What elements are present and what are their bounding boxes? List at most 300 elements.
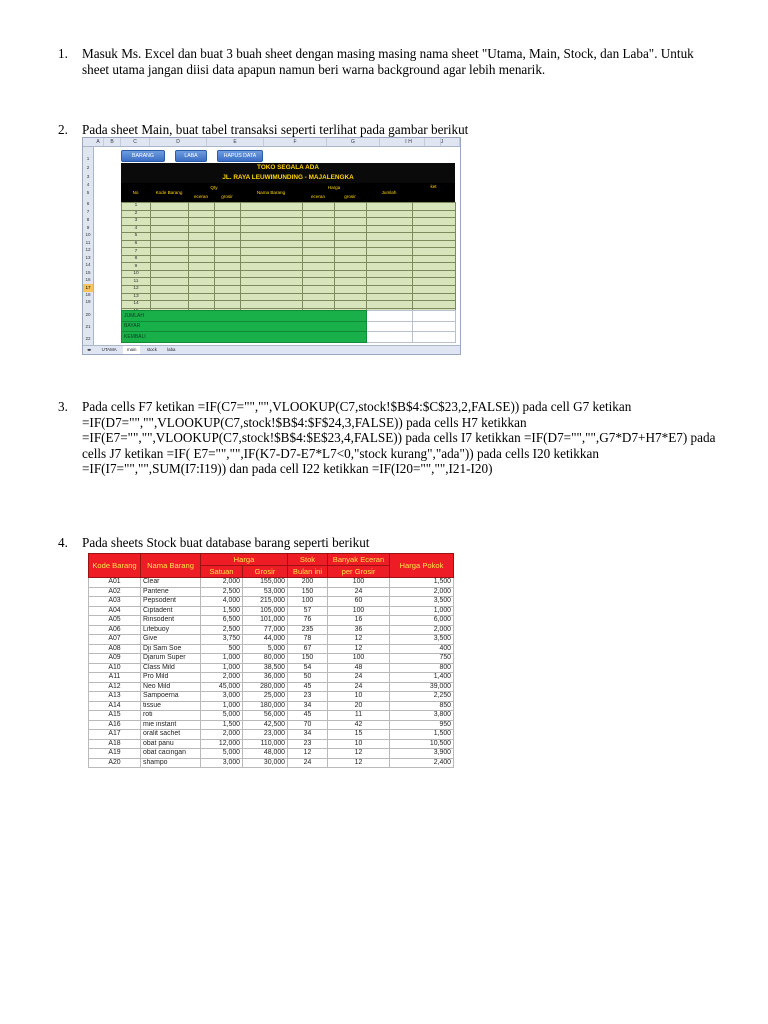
- input-cell[interactable]: [215, 203, 241, 211]
- table-row: [122, 278, 456, 286]
- tab-main[interactable]: main: [123, 346, 141, 354]
- instruction-text: Masuk Ms. Excel dan buat 3 buah sheet dengan masing masing nama sheet "Utama, Main, Stock, dan Laba". Untuk sheet utama jangan diisi data apapun namun beri warna background agar lebih menarik.: [82, 46, 694, 77]
- banyak-cell: 12: [328, 758, 390, 768]
- grosir-cell: 36,000: [243, 673, 288, 683]
- input-cell[interactable]: [241, 301, 303, 309]
- input-cell[interactable]: [413, 263, 456, 271]
- input-cell[interactable]: [335, 263, 367, 271]
- input-cell[interactable]: [335, 218, 367, 226]
- stok-cell: 100: [288, 597, 328, 607]
- input-cell[interactable]: [189, 286, 215, 294]
- input-cell[interactable]: [413, 248, 456, 256]
- kode-cell: A13: [89, 692, 141, 702]
- input-cell[interactable]: [215, 263, 241, 271]
- input-cell[interactable]: [151, 278, 189, 286]
- input-cell[interactable]: [151, 293, 189, 301]
- harga-pokok-cell: 2,000: [390, 625, 454, 635]
- grosir-cell: 30,000: [243, 758, 288, 768]
- table-row: [89, 635, 454, 645]
- row-number[interactable]: 18: [85, 292, 91, 297]
- input-cell[interactable]: [189, 301, 215, 309]
- row-no-cell[interactable]: 10: [122, 270, 151, 278]
- grosir-cell: 77,000: [243, 625, 288, 635]
- kode-cell: A05: [89, 616, 141, 626]
- kode-cell: A03: [89, 597, 141, 607]
- input-cell[interactable]: [367, 270, 413, 278]
- table-row: [122, 255, 456, 263]
- row-number[interactable]: 22: [85, 336, 91, 341]
- input-cell[interactable]: [413, 218, 456, 226]
- cell[interactable]: [413, 332, 456, 343]
- grosir-cell: 38,500: [243, 663, 288, 673]
- input-cell[interactable]: [303, 240, 335, 248]
- input-cell[interactable]: [241, 240, 303, 248]
- input-cell[interactable]: [241, 210, 303, 218]
- grosir-cell: 42,500: [243, 720, 288, 730]
- row-number[interactable]: 5: [86, 190, 90, 195]
- list-number: 2.: [58, 122, 68, 137]
- row-number[interactable]: 1: [86, 156, 90, 161]
- input-cell[interactable]: [367, 278, 413, 286]
- satuan-cell: 3,000: [201, 692, 243, 702]
- footer-jumlah-label: JUMLAH: [122, 311, 367, 322]
- input-cell[interactable]: [241, 286, 303, 294]
- row-no-cell[interactable]: 1: [122, 203, 151, 211]
- kode-cell: A20: [89, 758, 141, 768]
- column-header-row: [83, 138, 460, 147]
- input-cell[interactable]: [189, 240, 215, 248]
- harga-pokok-cell: 2,250: [390, 692, 454, 702]
- satuan-cell: 12,000: [201, 739, 243, 749]
- input-cell[interactable]: [151, 255, 189, 263]
- stok-cell: 76: [288, 616, 328, 626]
- input-cell[interactable]: [335, 248, 367, 256]
- kode-cell: A18: [89, 739, 141, 749]
- table-row: [89, 739, 454, 749]
- tab-utama[interactable]: UTAMA: [101, 347, 117, 352]
- column-label: D: [150, 138, 207, 146]
- input-cell[interactable]: [241, 293, 303, 301]
- input-cell[interactable]: [215, 255, 241, 263]
- column-label: I: [388, 138, 425, 146]
- satuan-cell: 500: [201, 644, 243, 654]
- table-row: [89, 730, 454, 740]
- input-cell[interactable]: [151, 270, 189, 278]
- input-cell[interactable]: [215, 293, 241, 301]
- nama-cell: obat cacingan: [141, 749, 201, 759]
- kode-cell: A02: [89, 587, 141, 597]
- grosir-cell: 110,000: [243, 739, 288, 749]
- stok-cell: 34: [288, 701, 328, 711]
- input-cell[interactable]: [413, 203, 456, 211]
- nama-cell: Sampoerna: [141, 692, 201, 702]
- input-cell[interactable]: [335, 240, 367, 248]
- row-no-cell[interactable]: 9: [122, 263, 151, 271]
- input-cell[interactable]: [215, 301, 241, 309]
- table-row: [122, 240, 456, 248]
- input-cell[interactable]: [303, 293, 335, 301]
- input-cell[interactable]: [151, 240, 189, 248]
- input-cell[interactable]: [241, 270, 303, 278]
- header-jumlah: Jumlah: [381, 189, 397, 195]
- row-number[interactable]: 14: [85, 262, 91, 267]
- grosir-cell: 215,000: [243, 597, 288, 607]
- table-row: [89, 701, 454, 711]
- kode-cell: A15: [89, 711, 141, 721]
- nama-cell: mie instant: [141, 720, 201, 730]
- row-number[interactable]: 4: [86, 182, 90, 187]
- input-cell[interactable]: [413, 240, 456, 248]
- table-row: [89, 625, 454, 635]
- header-qty-grosir: grosir: [221, 194, 233, 199]
- input-cell[interactable]: [367, 263, 413, 271]
- row-no-cell[interactable]: 14: [122, 301, 151, 309]
- input-cell[interactable]: [303, 286, 335, 294]
- row-no-cell[interactable]: 6: [122, 240, 151, 248]
- input-cell[interactable]: [303, 255, 335, 263]
- input-cell[interactable]: [215, 233, 241, 241]
- input-cell[interactable]: [151, 233, 189, 241]
- harga-pokok-cell: 850: [390, 701, 454, 711]
- hapus-data-button[interactable]: HAPUS DATA: [217, 150, 263, 162]
- input-cell[interactable]: [367, 286, 413, 294]
- harga-pokok-cell: 1,500: [390, 578, 454, 588]
- banyak-cell: 12: [328, 635, 390, 645]
- table-row: [122, 286, 456, 294]
- table-row: [89, 720, 454, 730]
- satuan-cell: 45,000: [201, 682, 243, 692]
- input-cell[interactable]: [303, 233, 335, 241]
- row-no-cell[interactable]: 8: [122, 255, 151, 263]
- tab-nav-arrows[interactable]: ◂▸: [87, 347, 92, 352]
- stok-cell: 235: [288, 625, 328, 635]
- row-number[interactable]: 21: [85, 324, 91, 329]
- table-row: [122, 233, 456, 241]
- input-cell[interactable]: [215, 248, 241, 256]
- row-no-cell[interactable]: 5: [122, 233, 151, 241]
- header-kode-barang: Kode Barang: [89, 554, 141, 578]
- input-cell[interactable]: [413, 233, 456, 241]
- input-cell[interactable]: [241, 263, 303, 271]
- instruction-text: Pada cells F7 ketikan =IF(C7="","",VLOOKUP(C7,stock!$B$4:$C$23,2,FALSE)) pada cell G7 ketikan =IF(D7="","",VLOOKUP(C7,stock!$B$4:$F$24,3,FALSE)) pada cells H7 ketikkan =IF(E7="","",VLOOKUP(C7,stock!$B$4:$E$23,4,FALSE)) pada cells I7 ketikkan =IF(D7="","",G7*D7+H7*E7) pada cells J7 ketikan =IF( E7="","",IF(K7-D7-E7*L7<0,"stock kurang","ada")) pada cells I20 ketikkan =IF(I7="","",SUM(I7:I19)) dan pada cell I22 ketikkan =IF(I20="","",I21-I20): [82, 399, 716, 476]
- input-cell[interactable]: [151, 203, 189, 211]
- satuan-cell: 5,000: [201, 749, 243, 759]
- banyak-cell: 16: [328, 616, 390, 626]
- input-cell[interactable]: [367, 225, 413, 233]
- input-cell[interactable]: [189, 263, 215, 271]
- input-cell[interactable]: [215, 210, 241, 218]
- row-number[interactable]: 19: [85, 299, 91, 304]
- kode-cell: A08: [89, 644, 141, 654]
- input-cell[interactable]: [241, 218, 303, 226]
- input-cell[interactable]: [241, 225, 303, 233]
- input-cell[interactable]: [367, 301, 413, 309]
- input-cell[interactable]: [367, 248, 413, 256]
- banyak-cell: 10: [328, 739, 390, 749]
- input-cell[interactable]: [189, 255, 215, 263]
- kode-cell: A16: [89, 720, 141, 730]
- row-number[interactable]: 16: [85, 277, 91, 282]
- table-row: [89, 616, 454, 626]
- satuan-cell: 1,000: [201, 663, 243, 673]
- row-number[interactable]: 11: [85, 240, 91, 245]
- harga-pokok-cell: 39,000: [390, 682, 454, 692]
- banyak-cell: 24: [328, 682, 390, 692]
- banyak-cell: 12: [328, 644, 390, 654]
- input-cell[interactable]: [413, 255, 456, 263]
- input-cell[interactable]: [413, 225, 456, 233]
- input-cell[interactable]: [335, 293, 367, 301]
- row-number[interactable]: 3: [86, 174, 90, 179]
- input-cell[interactable]: [335, 286, 367, 294]
- input-cell[interactable]: [151, 263, 189, 271]
- harga-pokok-cell: 2,400: [390, 758, 454, 768]
- row-header-column: [83, 147, 94, 345]
- satuan-cell: 3,000: [201, 758, 243, 768]
- kode-cell: A09: [89, 654, 141, 664]
- nama-cell: Pepsodent: [141, 597, 201, 607]
- row-number[interactable]: 13: [85, 255, 91, 260]
- input-cell[interactable]: [241, 278, 303, 286]
- input-cell[interactable]: [189, 218, 215, 226]
- input-cell[interactable]: [151, 286, 189, 294]
- bayar-cell[interactable]: [367, 321, 413, 332]
- satuan-cell: 2,000: [201, 673, 243, 683]
- nama-cell: Djarum Super: [141, 654, 201, 664]
- header-banyak-eceran: Banyak Eceran: [328, 554, 390, 566]
- table-row: [122, 248, 456, 256]
- input-cell[interactable]: [335, 233, 367, 241]
- table-row: [122, 301, 456, 309]
- input-cell[interactable]: [367, 240, 413, 248]
- input-cell[interactable]: [303, 301, 335, 309]
- grosir-cell: 80,000: [243, 654, 288, 664]
- nama-cell: Rinsodent: [141, 616, 201, 626]
- header-no: No: [132, 189, 139, 195]
- banyak-cell: 42: [328, 720, 390, 730]
- input-cell[interactable]: [335, 255, 367, 263]
- cell[interactable]: [413, 321, 456, 332]
- input-cell[interactable]: [335, 203, 367, 211]
- table-row: [122, 270, 456, 278]
- input-cell[interactable]: [241, 233, 303, 241]
- input-cell[interactable]: [151, 225, 189, 233]
- input-cell[interactable]: [215, 286, 241, 294]
- instruction-4: [58, 535, 718, 551]
- tab-stock[interactable]: stock: [146, 347, 157, 352]
- nama-cell: tissue: [141, 701, 201, 711]
- input-cell[interactable]: [303, 218, 335, 226]
- instruction-3: [58, 399, 718, 477]
- stok-cell: 45: [288, 711, 328, 721]
- input-cell[interactable]: [335, 210, 367, 218]
- row-number[interactable]: 20: [85, 312, 91, 317]
- banyak-cell: 12: [328, 749, 390, 759]
- table-row: [89, 654, 454, 664]
- input-cell[interactable]: [367, 255, 413, 263]
- banyak-cell: 24: [328, 673, 390, 683]
- banyak-cell: 100: [328, 578, 390, 588]
- input-cell[interactable]: [151, 210, 189, 218]
- column-label: H: [380, 138, 441, 146]
- input-cell[interactable]: [413, 286, 456, 294]
- input-cell[interactable]: [215, 278, 241, 286]
- row-no-cell[interactable]: 12: [122, 286, 151, 294]
- input-cell[interactable]: [303, 210, 335, 218]
- grosir-cell: 56,000: [243, 711, 288, 721]
- satuan-cell: 5,000: [201, 711, 243, 721]
- row-no-cell[interactable]: 3: [122, 218, 151, 226]
- header-stok: Stok: [288, 554, 328, 566]
- nama-cell: roti: [141, 711, 201, 721]
- banyak-cell: 36: [328, 625, 390, 635]
- row-no-cell[interactable]: 13: [122, 293, 151, 301]
- input-cell[interactable]: [303, 278, 335, 286]
- barang-button[interactable]: BARANG: [121, 150, 165, 162]
- header-qty-eceran: eceran: [193, 194, 209, 199]
- grosir-cell: 180,000: [243, 701, 288, 711]
- grosir-cell: 105,000: [243, 606, 288, 616]
- input-cell[interactable]: [335, 225, 367, 233]
- header-harga-grosir: grosir: [344, 194, 356, 199]
- stok-cell: 57: [288, 606, 328, 616]
- input-cell[interactable]: [413, 270, 456, 278]
- input-cell[interactable]: [367, 293, 413, 301]
- input-cell[interactable]: [215, 225, 241, 233]
- instruction-2: [58, 122, 718, 138]
- harga-pokok-cell: 1,400: [390, 673, 454, 683]
- grosir-cell: 5,000: [243, 644, 288, 654]
- stok-cell: 78: [288, 635, 328, 645]
- row-number[interactable]: 7: [86, 209, 90, 214]
- input-cell[interactable]: [367, 203, 413, 211]
- input-cell[interactable]: [189, 210, 215, 218]
- transaction-footer: [121, 310, 456, 343]
- nama-cell: Give: [141, 635, 201, 645]
- input-cell[interactable]: [189, 270, 215, 278]
- banyak-cell: 100: [328, 606, 390, 616]
- nama-cell: obat panu: [141, 739, 201, 749]
- transaction-grid: [121, 202, 455, 316]
- table-row: [89, 673, 454, 683]
- kembali-cell[interactable]: [367, 332, 413, 343]
- row-no-cell[interactable]: 11: [122, 278, 151, 286]
- input-cell[interactable]: [413, 293, 456, 301]
- jumlah-cell[interactable]: [367, 311, 413, 322]
- harga-pokok-cell: 3,500: [390, 635, 454, 645]
- input-cell[interactable]: [189, 225, 215, 233]
- header-bulan-ini: Bulan ini: [288, 566, 328, 578]
- column-label: A: [93, 138, 104, 146]
- header-harga: Harga: [201, 554, 288, 566]
- input-cell[interactable]: [189, 278, 215, 286]
- grosir-cell: 101,000: [243, 616, 288, 626]
- input-cell[interactable]: [215, 240, 241, 248]
- nama-cell: oralit sachet: [141, 730, 201, 740]
- table-row: [122, 203, 456, 211]
- nama-cell: Clear: [141, 578, 201, 588]
- input-cell[interactable]: [189, 203, 215, 211]
- input-cell[interactable]: [215, 270, 241, 278]
- list-number: 4.: [58, 535, 68, 550]
- input-cell[interactable]: [413, 278, 456, 286]
- header-harga-pokok: Harga Pokok: [390, 554, 454, 578]
- stok-cell: 150: [288, 654, 328, 664]
- instruction-text: Pada sheet Main, buat tabel transaksi seperti terlihat pada gambar berikut: [82, 122, 469, 137]
- column-label: B: [104, 138, 121, 146]
- input-cell[interactable]: [367, 210, 413, 218]
- input-cell[interactable]: [303, 225, 335, 233]
- row-number[interactable]: 2: [86, 165, 90, 170]
- input-cell[interactable]: [241, 203, 303, 211]
- input-cell[interactable]: [189, 233, 215, 241]
- header-ket: ket: [430, 184, 437, 189]
- row-number[interactable]: 10: [85, 232, 91, 237]
- satuan-cell: 4,000: [201, 597, 243, 607]
- table-row: [89, 749, 454, 759]
- row-no-cell[interactable]: 2: [122, 210, 151, 218]
- input-cell[interactable]: [303, 203, 335, 211]
- input-cell[interactable]: [241, 248, 303, 256]
- tab-laba[interactable]: laba: [167, 347, 176, 352]
- input-cell[interactable]: [215, 218, 241, 226]
- table-row: [89, 606, 454, 616]
- stok-cell: 23: [288, 692, 328, 702]
- row-no-cell[interactable]: 7: [122, 248, 151, 256]
- grosir-cell: 44,000: [243, 635, 288, 645]
- row-number[interactable]: 8: [86, 217, 90, 222]
- footer-kembali-label: KEMBALI: [122, 332, 367, 343]
- input-cell[interactable]: [335, 270, 367, 278]
- input-cell[interactable]: [413, 210, 456, 218]
- input-cell[interactable]: [335, 278, 367, 286]
- row-number[interactable]: 12: [85, 247, 91, 252]
- input-cell[interactable]: [367, 233, 413, 241]
- harga-pokok-cell: 800: [390, 663, 454, 673]
- stok-cell: 70: [288, 720, 328, 730]
- kode-cell: A07: [89, 635, 141, 645]
- input-cell[interactable]: [151, 301, 189, 309]
- input-cell[interactable]: [335, 301, 367, 309]
- harga-pokok-cell: 6,000: [390, 616, 454, 626]
- row-number[interactable]: 17: [83, 284, 93, 292]
- input-cell[interactable]: [189, 248, 215, 256]
- banyak-cell: 60: [328, 597, 390, 607]
- table-row: [89, 597, 454, 607]
- stok-cell: 200: [288, 578, 328, 588]
- harga-pokok-cell: 2,000: [390, 587, 454, 597]
- row-number[interactable]: 15: [85, 270, 91, 275]
- input-cell[interactable]: [151, 218, 189, 226]
- input-cell[interactable]: [151, 248, 189, 256]
- input-cell[interactable]: [367, 218, 413, 226]
- input-cell[interactable]: [241, 255, 303, 263]
- laba-button[interactable]: LABA: [175, 150, 207, 162]
- input-cell[interactable]: [413, 301, 456, 309]
- cell[interactable]: [413, 311, 456, 322]
- input-cell[interactable]: [303, 263, 335, 271]
- satuan-cell: 2,500: [201, 625, 243, 635]
- row-no-cell[interactable]: 4: [122, 225, 151, 233]
- nama-cell: Pantene: [141, 587, 201, 597]
- input-cell[interactable]: [303, 248, 335, 256]
- harga-pokok-cell: 750: [390, 654, 454, 664]
- input-cell[interactable]: [189, 293, 215, 301]
- row-number[interactable]: 6: [86, 201, 90, 206]
- row-number[interactable]: 9: [86, 225, 90, 230]
- input-cell[interactable]: [303, 270, 335, 278]
- stock-database-table: [88, 553, 454, 768]
